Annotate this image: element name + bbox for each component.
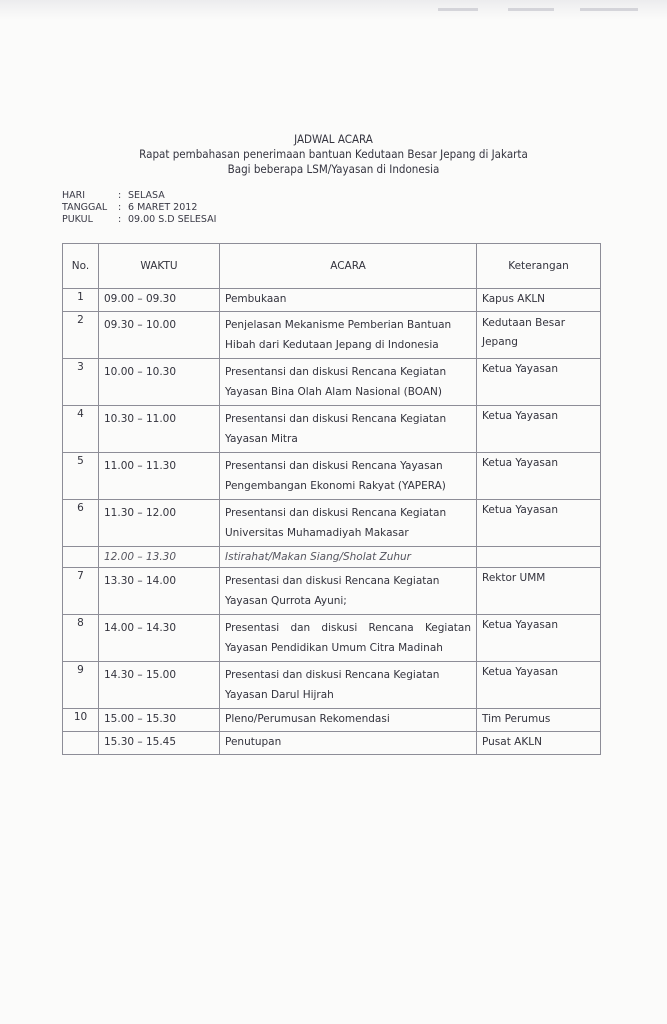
table-row: [63, 289, 601, 312]
agenda-line-1: Presentansi dan diskusi Rencana Kegiatan: [225, 413, 447, 425]
meta-separator: :: [118, 202, 122, 214]
document-heading: [0, 132, 667, 177]
note-text: Ketua Yayasan: [482, 619, 558, 631]
row-number: [63, 732, 99, 755]
agenda-line-2: Yayasan Pendidikan Umum Citra Madinah: [225, 642, 443, 654]
meta-hari: [62, 190, 216, 202]
column-header-keterangan: Keterangan: [477, 244, 601, 289]
page-title: JADWAL ACARA: [294, 132, 373, 146]
table-row: [63, 709, 601, 732]
row-agenda: [220, 312, 477, 359]
column-header-acara: ACARA: [220, 244, 477, 289]
note-text: Ketua Yayasan: [482, 504, 558, 516]
row-time: [99, 500, 220, 547]
agenda-line-2: Yayasan Bina Olah Alam Nasional (BOAN): [225, 386, 442, 398]
agenda-line-1: Presentasi dan diskusi Rencana Kegiatan: [225, 622, 471, 634]
row-number: 6: [63, 500, 99, 547]
agenda-line-1: Presentansi dan diskusi Rencana Kegiatan: [225, 507, 447, 519]
meta-separator: :: [118, 214, 122, 226]
note-text: Kapus AKLN: [482, 293, 546, 305]
time-text: 09.00 – 09.30: [104, 293, 177, 305]
scan-mark: [508, 8, 554, 11]
row-agenda: [220, 709, 477, 732]
row-number: 3: [63, 359, 99, 406]
time-text: 09.30 – 10.00: [104, 319, 177, 331]
agenda-line-1: Pleno/Perumusan Rekomendasi: [225, 713, 390, 725]
note-text: Rektor UMM: [482, 572, 546, 584]
table-row: [63, 568, 601, 615]
row-agenda: [220, 732, 477, 755]
time-text: 11.30 – 12.00: [104, 507, 177, 519]
row-time: [99, 406, 220, 453]
row-time: [99, 547, 220, 568]
row-note: [477, 662, 601, 709]
meta-value: SELASA: [128, 190, 165, 201]
agenda-line-1: Penutupan: [225, 736, 282, 748]
row-note: [477, 406, 601, 453]
agenda-line-1: Presentasi dan diskusi Rencana Kegiatan: [225, 669, 440, 681]
row-time: [99, 662, 220, 709]
agenda-line-2: Yayasan Qurrota Ayuni;: [225, 595, 347, 607]
agenda-line-2: Yayasan Darul Hijrah: [225, 689, 334, 701]
row-number: [63, 547, 99, 568]
table-row: [63, 453, 601, 500]
time-text: 14.00 – 14.30: [104, 622, 177, 634]
table-row-break: [63, 547, 601, 568]
row-note: [477, 359, 601, 406]
row-agenda: [220, 500, 477, 547]
row-agenda: [220, 359, 477, 406]
table-row: [63, 500, 601, 547]
agenda-line-1: Presentansi dan diskusi Rencana Yayasan: [225, 460, 443, 472]
note-text: Tim Perumus: [482, 713, 551, 725]
meta-value: 6 MARET 2012: [128, 202, 198, 214]
row-number: 1: [63, 289, 99, 312]
row-number: 10: [63, 709, 99, 732]
agenda-line-1: Penjelasan Mekanisme Pemberian Bantuan: [225, 319, 452, 331]
time-text: 11.00 – 11.30: [104, 460, 177, 472]
table-row: [63, 615, 601, 662]
agenda-line-2: Yayasan Mitra: [225, 433, 298, 445]
row-time: [99, 289, 220, 312]
table-row: [63, 406, 601, 453]
row-time: [99, 732, 220, 755]
column-header-no: No.: [63, 244, 99, 289]
agenda-line-1: Presentasi dan diskusi Rencana Kegiatan: [225, 575, 440, 587]
note-text: Kedutaan Besar Jepang: [482, 317, 566, 348]
note-text: Ketua Yayasan: [482, 363, 558, 375]
scan-edge-shadow: [0, 0, 667, 20]
note-text: Ketua Yayasan: [482, 457, 558, 469]
row-time: [99, 568, 220, 615]
row-agenda: [220, 406, 477, 453]
row-number: 4: [63, 406, 99, 453]
row-note: [477, 615, 601, 662]
row-note: [477, 732, 601, 755]
row-note: [477, 568, 601, 615]
note-text: Ketua Yayasan: [482, 666, 558, 678]
row-agenda: [220, 615, 477, 662]
subtitle-line-2: Bagi beberapa LSM/Yayasan di Indonesia: [227, 162, 440, 176]
time-text: 15.30 – 15.45: [104, 736, 177, 748]
row-number: 9: [63, 662, 99, 709]
scan-mark: [580, 8, 638, 11]
agenda-line-1: Pembukaan: [225, 293, 287, 305]
time-text: 10.00 – 10.30: [104, 366, 177, 378]
meeting-info: [62, 190, 216, 227]
table-header-row: [63, 244, 601, 289]
meta-tanggal: [62, 202, 216, 214]
scan-mark: [438, 8, 478, 11]
row-agenda: [220, 662, 477, 709]
time-text: 15.00 – 15.30: [104, 713, 177, 725]
row-note: [477, 709, 601, 732]
row-time: [99, 359, 220, 406]
row-agenda: [220, 289, 477, 312]
row-agenda: [220, 568, 477, 615]
table-row: [63, 359, 601, 406]
row-number: 8: [63, 615, 99, 662]
time-text: 10.30 – 11.00: [104, 413, 177, 425]
row-agenda: [220, 547, 477, 568]
agenda-line-1: Istirahat/Makan Siang/Sholat Zuhur: [225, 551, 411, 563]
row-note: [477, 312, 601, 359]
meta-label: TANGGAL: [62, 202, 108, 214]
row-note: [477, 500, 601, 547]
note-text: Pusat AKLN: [482, 736, 542, 748]
note-text: Ketua Yayasan: [482, 410, 558, 422]
meta-value: 09.00 S.D SELESAI: [128, 214, 217, 226]
row-number: 7: [63, 568, 99, 615]
table-row: [63, 662, 601, 709]
row-time: [99, 615, 220, 662]
table-row: [63, 312, 601, 359]
agenda-line-2: Hibah dari Kedutaan Jepang di Indonesia: [225, 339, 439, 351]
table-row: [63, 732, 601, 755]
row-note: [477, 547, 601, 568]
meta-label: HARI: [62, 190, 86, 201]
agenda-line-2: Pengembangan Ekonomi Rakyat (YAPERA): [225, 480, 446, 492]
column-header-waktu: WAKTU: [99, 244, 220, 289]
row-time: [99, 312, 220, 359]
row-note: [477, 289, 601, 312]
schedule-table: [62, 243, 601, 755]
row-time: [99, 709, 220, 732]
meta-label: PUKUL: [62, 214, 93, 226]
meta-separator: :: [118, 190, 122, 201]
subtitle-line-1: Rapat pembahasan penerimaan bantuan Kedutaan Besar Jepang di Jakarta: [139, 147, 528, 161]
time-text: 13.30 – 14.00: [104, 575, 177, 587]
row-number: 5: [63, 453, 99, 500]
row-note: [477, 453, 601, 500]
agenda-line-1: Presentansi dan diskusi Rencana Kegiatan: [225, 366, 447, 378]
time-text: 14.30 – 15.00: [104, 669, 177, 681]
agenda-line-2: Universitas Muhamadiyah Makasar: [225, 527, 409, 539]
meta-pukul: [62, 214, 216, 226]
row-agenda: [220, 453, 477, 500]
row-number: 2: [63, 312, 99, 359]
time-text: 12.00 – 13.30: [104, 551, 177, 563]
row-time: [99, 453, 220, 500]
